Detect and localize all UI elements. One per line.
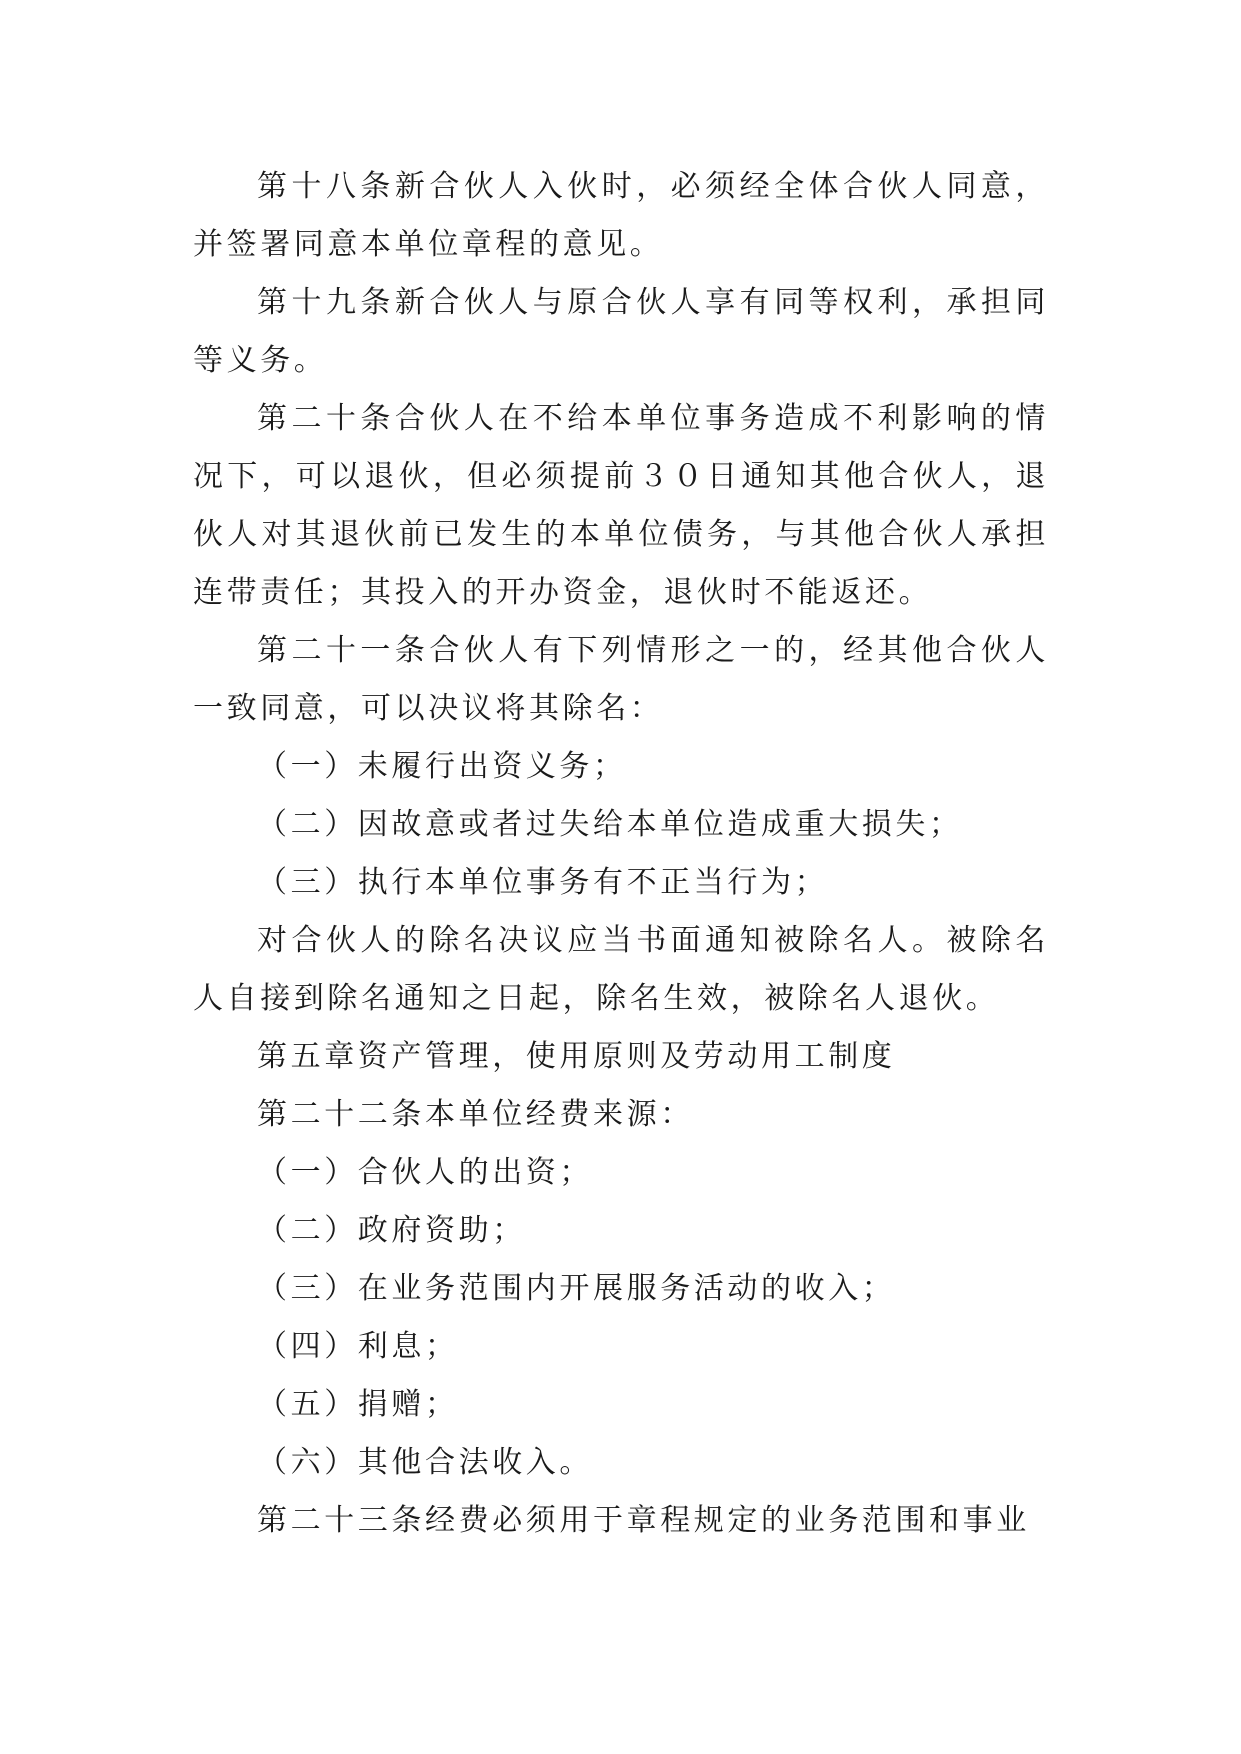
article-19: 第十九条新合伙人与原合伙人享有同等权利，承担同等义务。 (193, 285, 1049, 378)
article-20: 第二十条合伙人在不给本单位事务造成不利影响的情况下，可以退伙，但必须提前３０日通知其他合伙人，退伙人对其退伙前已发生的本单位债务，与其他合伙人承担连带责任；其投入的开办资金，退伙时不能返还。 (193, 401, 1049, 610)
article-22-item-1: （一）合伙人的出资； (257, 1155, 593, 1190)
article-22-item-5: （五）捐赠； (257, 1387, 459, 1422)
article-18: 第十八条新合伙人入伙时，必须经全体合伙人同意，并签署同意本单位章程的意见。 (193, 169, 1049, 262)
article-22: 第二十二条本单位经费来源： (257, 1097, 694, 1132)
article-21-item-2: （二）因故意或者过失给本单位造成重大损失； (257, 807, 963, 842)
article-21-note: 对合伙人的除名决议应当书面通知被除名人。被除名人自接到除名通知之日起，除名生效，被除名人退伙。 (193, 923, 1049, 1016)
chapter-5-heading: 第五章资产管理，使用原则及劳动用工制度 (257, 1039, 896, 1074)
article-22-item-4: （四）利息； (257, 1329, 459, 1364)
article-21-item-3: （三）执行本单位事务有不正当行为； (257, 865, 829, 900)
article-22-item-6: （六）其他合法收入。 (257, 1445, 593, 1480)
article-23: 第二十三条经费必须用于章程规定的业务范围和事业 (257, 1503, 1030, 1538)
article-22-item-2: （二）政府资助； (257, 1213, 526, 1248)
article-21-item-1: （一）未履行出资义务； (257, 749, 627, 784)
document-body (193, 158, 1049, 1550)
article-22-item-3: （三）在业务范围内开展服务活动的收入； (257, 1271, 896, 1306)
article-21: 第二十一条合伙人有下列情形之一的，经其他合伙人一致同意，可以决议将其除名： (193, 633, 1049, 726)
